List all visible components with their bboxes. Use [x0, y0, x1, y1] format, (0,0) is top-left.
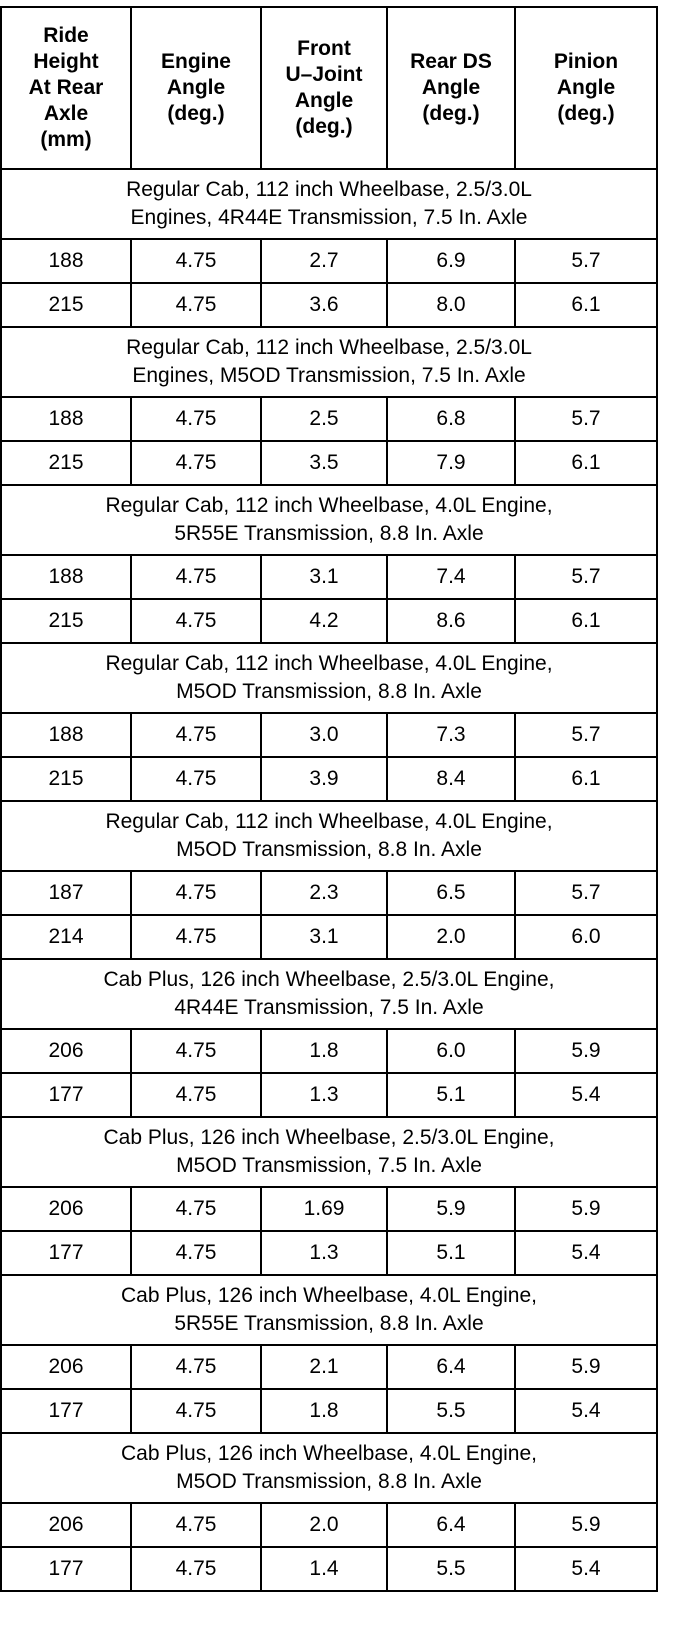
cell-rear-ds-angle: 2.0 — [387, 915, 515, 959]
cell-pinion-angle: 5.4 — [515, 1073, 657, 1117]
cell-ride-height: 206 — [1, 1187, 131, 1231]
section-header-row — [1, 959, 657, 1029]
cell-pinion-angle: 5.7 — [515, 555, 657, 599]
cell-ride-height: 188 — [1, 397, 131, 441]
cell-ride-height: 215 — [1, 283, 131, 327]
table-row — [1, 555, 657, 599]
cell-front-u-joint-angle: 1.3 — [261, 1073, 387, 1117]
cell-engine-angle: 4.75 — [131, 239, 261, 283]
cell-pinion-angle: 5.9 — [515, 1503, 657, 1547]
section-title-line: Cab Plus, 126 inch Wheelbase, 4.0L Engine, — [121, 1284, 537, 1307]
cell-engine-angle: 4.75 — [131, 441, 261, 485]
table-row — [1, 1073, 657, 1117]
cell-engine-angle: 4.75 — [131, 1389, 261, 1433]
section-title — [1, 1433, 657, 1503]
header-rear-ds-angle: Rear DS Angle (deg.) — [387, 7, 515, 169]
cell-front-u-joint-angle: 1.69 — [261, 1187, 387, 1231]
cell-pinion-angle: 5.7 — [515, 397, 657, 441]
section-title-line: 4R44E Transmission, 7.5 In. Axle — [174, 996, 484, 1019]
cell-rear-ds-angle: 7.9 — [387, 441, 515, 485]
cell-front-u-joint-angle: 3.1 — [261, 555, 387, 599]
cell-front-u-joint-angle: 1.8 — [261, 1389, 387, 1433]
cell-ride-height: 206 — [1, 1029, 131, 1073]
cell-engine-angle: 4.75 — [131, 1073, 261, 1117]
cell-front-u-joint-angle: 3.5 — [261, 441, 387, 485]
driveshaft-angle-spec-sheet — [0, 6, 656, 1592]
section-title-line: Regular Cab, 112 inch Wheelbase, 4.0L Engine, — [105, 652, 553, 675]
section-title-line: 5R55E Transmission, 8.8 In. Axle — [174, 522, 484, 545]
cell-pinion-angle: 6.1 — [515, 441, 657, 485]
section-title — [1, 327, 657, 397]
section-title — [1, 1275, 657, 1345]
section-title-line: M5OD Transmission, 8.8 In. Axle — [176, 1470, 482, 1493]
header-front-u-joint-angle: Front U–Joint Angle (deg.) — [261, 7, 387, 169]
cell-pinion-angle: 5.4 — [515, 1389, 657, 1433]
cell-pinion-angle: 5.9 — [515, 1029, 657, 1073]
cell-rear-ds-angle: 6.5 — [387, 871, 515, 915]
cell-engine-angle: 4.75 — [131, 599, 261, 643]
cell-rear-ds-angle: 8.6 — [387, 599, 515, 643]
section-header-row — [1, 327, 657, 397]
section-header-row — [1, 485, 657, 555]
cell-engine-angle: 4.75 — [131, 397, 261, 441]
section-title-line: 5R55E Transmission, 8.8 In. Axle — [174, 1312, 484, 1335]
section-title — [1, 959, 657, 1029]
cell-engine-angle: 4.75 — [131, 1231, 261, 1275]
cell-ride-height: 188 — [1, 713, 131, 757]
cell-ride-height: 177 — [1, 1389, 131, 1433]
cell-pinion-angle: 5.7 — [515, 713, 657, 757]
section-title-line: Engines, 4R44E Transmission, 7.5 In. Axle — [130, 206, 528, 229]
cell-rear-ds-angle: 6.4 — [387, 1503, 515, 1547]
cell-rear-ds-angle: 5.1 — [387, 1231, 515, 1275]
section-title-line: Cab Plus, 126 inch Wheelbase, 2.5/3.0L Engine, — [103, 1126, 555, 1149]
section-title-line: Regular Cab, 112 inch Wheelbase, 4.0L Engine, — [105, 810, 553, 833]
cell-rear-ds-angle: 6.0 — [387, 1029, 515, 1073]
cell-rear-ds-angle: 8.0 — [387, 283, 515, 327]
table-body — [1, 169, 657, 1591]
cell-front-u-joint-angle: 1.3 — [261, 1231, 387, 1275]
section-header-row — [1, 169, 657, 239]
table-row — [1, 915, 657, 959]
table-row — [1, 599, 657, 643]
section-title-line: Regular Cab, 112 inch Wheelbase, 2.5/3.0L — [126, 336, 532, 359]
header-pinion-angle: Pinion Angle (deg.) — [515, 7, 657, 169]
cell-rear-ds-angle: 6.9 — [387, 239, 515, 283]
cell-pinion-angle: 5.9 — [515, 1345, 657, 1389]
table-row — [1, 1389, 657, 1433]
cell-engine-angle: 4.75 — [131, 283, 261, 327]
table-row — [1, 713, 657, 757]
section-title-line: Cab Plus, 126 inch Wheelbase, 4.0L Engine, — [121, 1442, 537, 1465]
cell-front-u-joint-angle: 2.5 — [261, 397, 387, 441]
cell-engine-angle: 4.75 — [131, 1029, 261, 1073]
cell-engine-angle: 4.75 — [131, 1345, 261, 1389]
table-row — [1, 397, 657, 441]
cell-front-u-joint-angle: 3.9 — [261, 757, 387, 801]
cell-front-u-joint-angle: 3.6 — [261, 283, 387, 327]
cell-pinion-angle: 6.0 — [515, 915, 657, 959]
table-row — [1, 1029, 657, 1073]
cell-rear-ds-angle: 5.1 — [387, 1073, 515, 1117]
cell-rear-ds-angle: 5.9 — [387, 1187, 515, 1231]
cell-engine-angle: 4.75 — [131, 871, 261, 915]
cell-rear-ds-angle: 6.4 — [387, 1345, 515, 1389]
cell-rear-ds-angle: 6.8 — [387, 397, 515, 441]
section-header-row — [1, 1117, 657, 1187]
cell-pinion-angle: 6.1 — [515, 757, 657, 801]
cell-front-u-joint-angle: 2.1 — [261, 1345, 387, 1389]
table-row — [1, 283, 657, 327]
section-title-line: M5OD Transmission, 8.8 In. Axle — [176, 838, 482, 861]
section-title-line: Engines, M5OD Transmission, 7.5 In. Axle — [132, 364, 526, 387]
section-title-line: M5OD Transmission, 7.5 In. Axle — [176, 1154, 482, 1177]
section-title — [1, 643, 657, 713]
cell-front-u-joint-angle: 1.8 — [261, 1029, 387, 1073]
section-header-row — [1, 1275, 657, 1345]
angle-spec-table — [0, 6, 658, 1592]
header-ride-height: Ride Height At Rear Axle (mm) — [1, 7, 131, 169]
cell-engine-angle: 4.75 — [131, 1503, 261, 1547]
table-row — [1, 1345, 657, 1389]
cell-pinion-angle: 6.1 — [515, 283, 657, 327]
cell-ride-height: 206 — [1, 1345, 131, 1389]
cell-pinion-angle: 5.9 — [515, 1187, 657, 1231]
cell-pinion-angle: 5.4 — [515, 1231, 657, 1275]
cell-pinion-angle: 6.1 — [515, 599, 657, 643]
table-row — [1, 1187, 657, 1231]
cell-rear-ds-angle: 7.3 — [387, 713, 515, 757]
section-title — [1, 801, 657, 871]
header-engine-angle: Engine Angle (deg.) — [131, 7, 261, 169]
section-title — [1, 1117, 657, 1187]
cell-front-u-joint-angle: 2.3 — [261, 871, 387, 915]
cell-engine-angle: 4.75 — [131, 1547, 261, 1591]
cell-engine-angle: 4.75 — [131, 757, 261, 801]
table-row — [1, 1503, 657, 1547]
section-title-line: Regular Cab, 112 inch Wheelbase, 2.5/3.0L — [126, 178, 532, 201]
cell-front-u-joint-angle: 3.1 — [261, 915, 387, 959]
table-row — [1, 441, 657, 485]
header-row — [1, 7, 657, 169]
section-title — [1, 485, 657, 555]
cell-ride-height: 214 — [1, 915, 131, 959]
cell-front-u-joint-angle: 3.0 — [261, 713, 387, 757]
table-row — [1, 239, 657, 283]
cell-ride-height: 215 — [1, 441, 131, 485]
section-header-row — [1, 643, 657, 713]
cell-engine-angle: 4.75 — [131, 555, 261, 599]
section-title — [1, 169, 657, 239]
cell-rear-ds-angle: 8.4 — [387, 757, 515, 801]
cell-ride-height: 177 — [1, 1073, 131, 1117]
cell-engine-angle: 4.75 — [131, 915, 261, 959]
cell-ride-height: 177 — [1, 1547, 131, 1591]
table-row — [1, 871, 657, 915]
cell-front-u-joint-angle: 2.7 — [261, 239, 387, 283]
section-title-line: Regular Cab, 112 inch Wheelbase, 4.0L Engine, — [105, 494, 553, 517]
section-title-line: Cab Plus, 126 inch Wheelbase, 2.5/3.0L Engine, — [103, 968, 555, 991]
section-header-row — [1, 801, 657, 871]
cell-front-u-joint-angle: 4.2 — [261, 599, 387, 643]
table-row — [1, 1547, 657, 1591]
cell-front-u-joint-angle: 2.0 — [261, 1503, 387, 1547]
cell-ride-height: 206 — [1, 1503, 131, 1547]
cell-rear-ds-angle: 5.5 — [387, 1547, 515, 1591]
cell-ride-height: 177 — [1, 1231, 131, 1275]
cell-rear-ds-angle: 7.4 — [387, 555, 515, 599]
section-title-line: M5OD Transmission, 8.8 In. Axle — [176, 680, 482, 703]
cell-engine-angle: 4.75 — [131, 713, 261, 757]
cell-ride-height: 188 — [1, 555, 131, 599]
cell-engine-angle: 4.75 — [131, 1187, 261, 1231]
cell-ride-height: 215 — [1, 599, 131, 643]
cell-ride-height: 188 — [1, 239, 131, 283]
cell-ride-height: 187 — [1, 871, 131, 915]
cell-front-u-joint-angle: 1.4 — [261, 1547, 387, 1591]
cell-ride-height: 215 — [1, 757, 131, 801]
cell-rear-ds-angle: 5.5 — [387, 1389, 515, 1433]
table-row — [1, 1231, 657, 1275]
table-row — [1, 757, 657, 801]
section-header-row — [1, 1433, 657, 1503]
cell-pinion-angle: 5.7 — [515, 871, 657, 915]
cell-pinion-angle: 5.7 — [515, 239, 657, 283]
cell-pinion-angle: 5.4 — [515, 1547, 657, 1591]
